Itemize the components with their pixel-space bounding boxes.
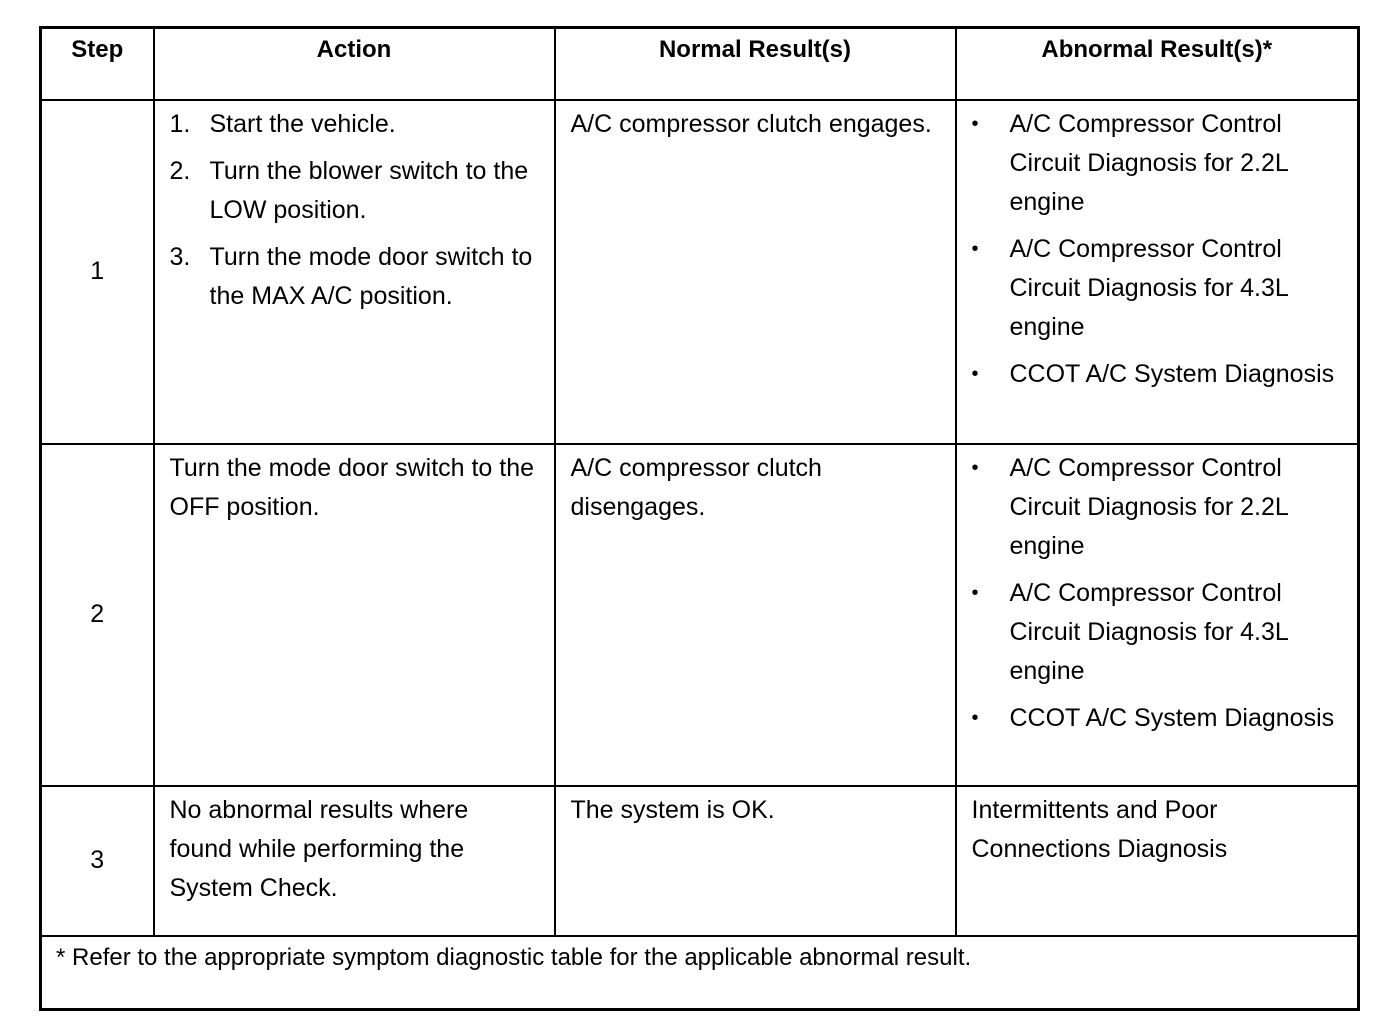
action-cell: No abnormal results where found while performing the System Check. <box>154 786 555 936</box>
bullet-icon: • <box>971 237 979 260</box>
abnormal-list-item <box>972 105 1342 222</box>
footnote: * Refer to the appropriate symptom diagnostic table for the applicable abnormal result. <box>41 936 1359 1010</box>
header-normal-results: Normal Result(s) <box>555 28 956 100</box>
abnormal-item-text: A/C Compressor Control Circuit Diagnosis for 4.3L engine <box>1009 578 1288 685</box>
header-step: Step <box>41 28 154 100</box>
abnormal-list-item <box>972 699 1342 738</box>
action-item-text: Start the vehicle. <box>209 109 396 138</box>
abnormal-result-cell: Intermittents and Poor Connections Diagnosis <box>956 786 1359 936</box>
abnormal-result-cell <box>956 444 1359 786</box>
table-row <box>41 786 1359 936</box>
action-item-number: 3. <box>169 242 191 271</box>
normal-result-cell: A/C compressor clutch disengages. <box>555 444 956 786</box>
action-cell: Turn the mode door switch to the OFF position. <box>154 444 555 786</box>
action-list <box>170 105 538 316</box>
step-number: 1 <box>41 100 154 444</box>
action-item <box>170 238 538 316</box>
diagnostic-table <box>39 26 1360 1011</box>
table-row <box>41 444 1359 786</box>
header-abnormal-results: Abnormal Result(s)* <box>956 28 1359 100</box>
bullet-icon: • <box>971 362 979 385</box>
abnormal-list <box>972 105 1342 394</box>
abnormal-item-text: A/C Compressor Control Circuit Diagnosis for 4.3L engine <box>1009 234 1288 341</box>
normal-result-cell: A/C compressor clutch engages. <box>555 100 956 444</box>
abnormal-item-text: CCOT A/C System Diagnosis <box>1009 703 1335 732</box>
abnormal-list-item <box>972 230 1342 347</box>
action-item-number: 2. <box>169 156 191 185</box>
action-item-text: Turn the blower switch to the LOW position. <box>209 156 529 224</box>
bullet-icon: • <box>971 706 979 729</box>
header-row <box>41 28 1359 100</box>
abnormal-list-item <box>972 449 1342 566</box>
table-row <box>41 100 1359 444</box>
abnormal-list-item <box>972 574 1342 691</box>
bullet-icon: • <box>971 456 979 479</box>
abnormal-list-item <box>972 355 1342 394</box>
abnormal-item-text: CCOT A/C System Diagnosis <box>1009 359 1335 388</box>
footnote-row <box>41 936 1359 1010</box>
normal-result-cell: The system is OK. <box>555 786 956 936</box>
bullet-icon: • <box>971 112 979 135</box>
action-cell <box>154 100 555 444</box>
step-number: 3 <box>41 786 154 936</box>
abnormal-item-text: A/C Compressor Control Circuit Diagnosis for 2.2L engine <box>1009 453 1288 560</box>
action-item <box>170 152 538 230</box>
abnormal-result-cell <box>956 100 1359 444</box>
action-item-text: Turn the mode door switch to the MAX A/C position. <box>209 242 533 310</box>
step-number: 2 <box>41 444 154 786</box>
action-item <box>170 105 538 144</box>
abnormal-item-text: A/C Compressor Control Circuit Diagnosis for 2.2L engine <box>1009 109 1288 216</box>
abnormal-list <box>972 449 1342 738</box>
action-item-number: 1. <box>169 109 191 138</box>
header-action: Action <box>154 28 555 100</box>
bullet-icon: • <box>971 581 979 604</box>
